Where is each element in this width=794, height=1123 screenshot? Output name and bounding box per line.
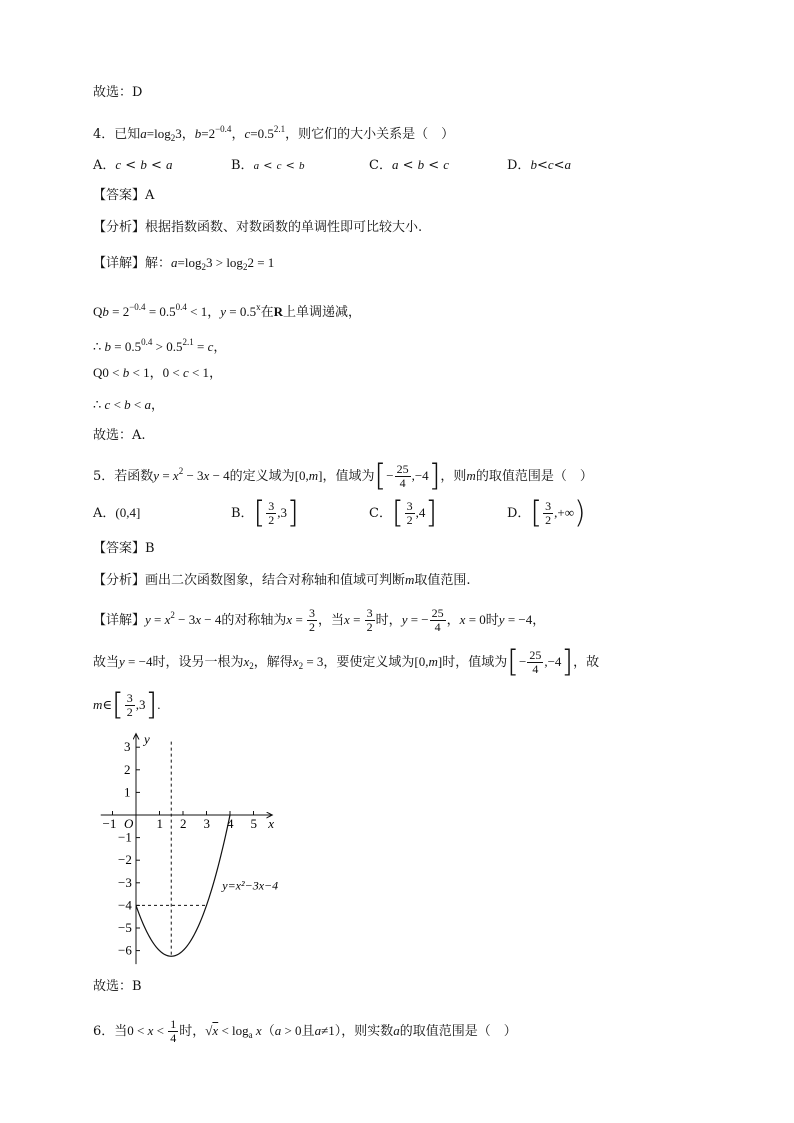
q4-stem: 4．已知$a=\log_23$，$b=2^{-0.4}$，$c=0.5^{2.1}$，则它们的大小关系是（ ） [93,124,455,143]
q5-option-b[interactable]: B．[ $\frac{3}{2}$ ,3] [231,495,299,531]
parabola-graph [90,722,330,972]
q4-detail-line2: $Qb = 2^{-0.4} = 0.5^{0.4} < 1$，$y = 0.5^x$在R上单调递减， [93,302,362,320]
q4-answer [93,187,154,205]
y-tick-label: −3 [118,874,132,890]
q5-option-d[interactable]: D．[ $\frac{3}{2}$ ,+∞) [507,495,586,531]
answer-value: A [145,188,155,203]
y-tick-label: 2 [124,761,131,777]
analysis-tag: 【分析】 [93,220,146,235]
q4-conclusion: 故选：A. [93,428,146,443]
q5-conclusion: 故选：B [93,979,142,994]
q5-analysis: 【分析】画出二次函数图象，结合对称轴和值域可判断m取值范围. [93,572,471,588]
q5-option-a[interactable]: A．(0,4] [93,505,141,521]
y-tick-label: 1 [124,784,131,800]
q4-analysis [93,219,422,237]
x-tick-label: −1 [102,816,117,831]
x-tick-label: 1 [156,816,163,831]
q4-stem-post: ，则它们的大小关系是（ ） [285,127,455,142]
q4-option-a[interactable]: A．c < b < a [93,157,173,173]
q5-answer: 【答案】B [93,541,155,556]
q5-options [93,495,586,531]
q4-option-c[interactable]: C．a < b < c [369,157,450,173]
q4-detail-line5: ∴ c < b < a， [93,397,165,413]
q5-option-c[interactable]: C．[ $\frac{3}{2}$ ,4] [369,495,438,531]
q4-values: a [140,126,147,141]
q5-stem: 5．若函数$y = x^2 - 3x - 4$的定义域为[0,m]，值域为[− $\frac{25}{4}$ ,−4]，则m的取值范围是（ ） [93,458,593,494]
q4-option-d[interactable]: D．b<c<a [507,157,572,173]
q4-detail-line4: Q0 < b < 1，0 < c < 1， [93,365,223,381]
q4-number: 4． [93,127,115,142]
y-tick-label: −2 [118,852,132,868]
y-tick-label: 3 [124,739,131,755]
parabola-curve [136,815,230,956]
x-tick-label: 4 [227,816,234,831]
x-axis-label: x [268,816,275,831]
analysis-text: 根据指数函数、对数函数的单调性即可比较大小. [145,220,423,235]
y-tick-label: −4 [118,897,132,913]
y-tick-label: −5 [118,920,132,935]
x-tick-label: 5 [250,816,257,831]
q5-detail-line3: m∈[ $\frac{3}{2}$ ,3]. [93,687,161,723]
q4-detail-line3: ∴ $b = 0.5^{0.4} > 0.5^{2.1} = c$， [93,337,227,355]
q5-detail-line1: 【详解】$y = x^2 - 3x - 4$的对称轴为x = $\frac{3}{2}$ ，当x = $\frac{3}{2}$ 时，y = − $\frac{25}{4}$ ，x = 0时y = −4， [93,606,546,634]
curve-label: y=x²−3x−4 [222,878,279,893]
x-tick-label: 2 [180,816,187,831]
y-tick-label: −6 [118,942,132,958]
q6-stem: 6．当0 < x < $\frac{1}{4}$ 时，$√x < \log_a x(a > 0$且a≠1），则实数a的取值范围是（ ） [93,1017,517,1045]
q5-detail-line2: 故当y = −4时，设另一根为$x_2$，解得$x_2 = 3$，要使定义域为[0,m]时，值域为[− $\frac{25}{4}$ ,−4]，故 [93,644,600,680]
y-tick-label: −1 [118,829,132,845]
y-axis-label: y [144,731,150,747]
x-tick-label: 3 [203,816,210,831]
answer-tag: 【答案】 [93,188,146,203]
detail-pre: 解： [145,256,172,271]
detail-tag: 【详解】 [93,256,146,271]
q3-conclusion: 故选：D [93,85,143,100]
q4-option-b[interactable]: B．a < c < b [231,158,305,173]
q4-detail: 【详解】解：$a=\log_23 > \log_22 = 1$ [93,255,275,272]
q4-stem-pre: 已知 [114,127,141,142]
q4-options [93,156,571,175]
origin-label: O [124,816,134,831]
